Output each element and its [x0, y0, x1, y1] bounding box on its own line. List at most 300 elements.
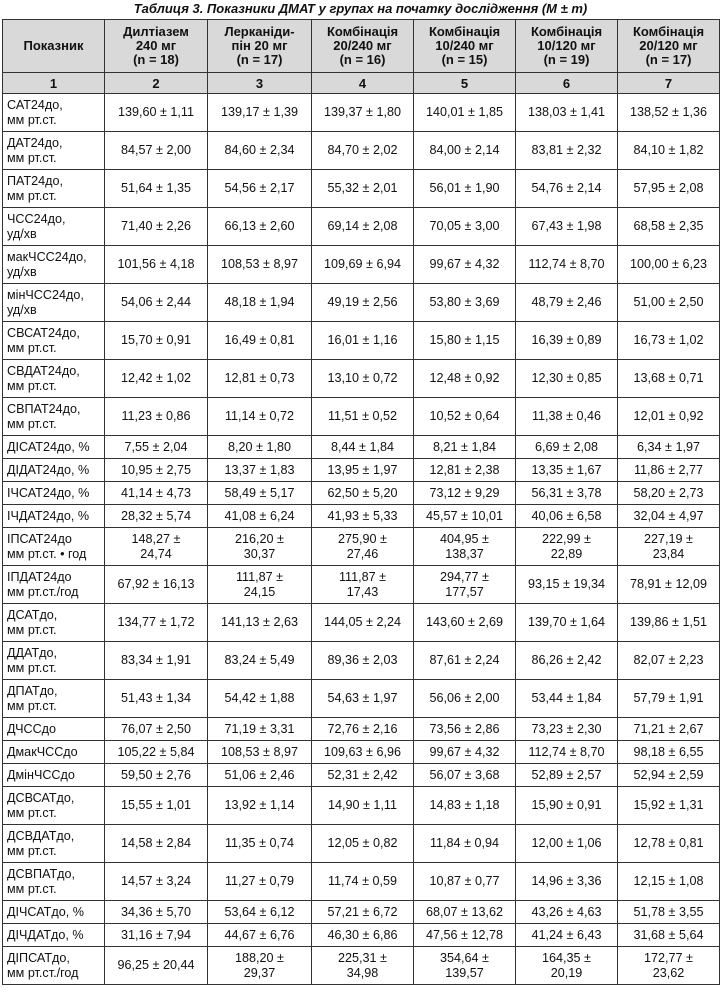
table-row: [3, 566, 720, 604]
value-text: 84,60 ± 2,34: [224, 143, 295, 157]
header-group-1: [105, 20, 208, 73]
value-cell: [312, 132, 414, 170]
value-text: 188,20 ±: [235, 950, 284, 965]
header-line: Дилтіазем: [123, 24, 189, 39]
value-text: 23,62: [652, 965, 685, 980]
column-number: 3: [208, 73, 312, 94]
indicator-cell: [3, 741, 105, 764]
value-text: 57,21 ± 6,72: [327, 904, 398, 919]
value-text: 12,30 ± 0,85: [531, 371, 602, 385]
value-cell: [208, 680, 312, 718]
value-cell: [208, 764, 312, 787]
value-text: 16,49 ± 0,81: [224, 333, 295, 347]
value-cell: [414, 901, 516, 924]
indicator-cell: [3, 132, 105, 170]
indicator-label: уд/хв: [7, 226, 37, 241]
value-cell: [618, 947, 720, 985]
value-text: 139,86 ± 1,51: [630, 615, 707, 629]
value-cell: [105, 566, 208, 604]
indicator-cell: [3, 170, 105, 208]
indicator-label: ІЧСАТ24до, %: [7, 485, 90, 500]
table-row: [3, 284, 720, 322]
value-text: 177,57: [445, 584, 484, 599]
header-group-6: [618, 20, 720, 73]
value-text: 82,07 ± 2,23: [633, 653, 704, 667]
value-text: 12,81 ± 2,38: [429, 462, 500, 477]
indicator-cell: [3, 924, 105, 947]
value-text: 14,57 ± 3,24: [121, 874, 191, 888]
indicator-label: ДДАТдо,: [7, 645, 58, 660]
value-cell: [312, 246, 414, 284]
value-cell: [516, 947, 618, 985]
value-text: 16,39 ± 0,89: [531, 333, 602, 347]
value-text: 72,76 ± 2,16: [327, 721, 398, 736]
value-text: 51,06 ± 2,46: [224, 767, 295, 782]
value-text: 101,56 ± 4,18: [117, 257, 195, 271]
column-number: 2: [105, 73, 208, 94]
indicator-label: мм рт.ст.: [7, 622, 57, 637]
value-cell: [414, 947, 516, 985]
value-cell: [618, 322, 720, 360]
value-text: 47,56 ± 12,78: [426, 927, 503, 942]
header-line: 10/240 мг: [435, 38, 494, 53]
value-text: 13,95 ± 1,97: [327, 462, 398, 477]
indicator-cell: [3, 459, 105, 482]
indicator-label: ДІЧДАТдо, %: [7, 927, 84, 942]
value-cell: [312, 947, 414, 985]
value-text: 225,31 ±: [338, 950, 387, 965]
value-text: 53,80 ± 3,69: [429, 295, 500, 309]
value-text: 27,46: [346, 546, 379, 561]
value-text: 172,77 ±: [644, 950, 693, 965]
value-text: 13,68 ± 0,71: [633, 371, 704, 385]
value-text: 139,70 ± 1,64: [528, 615, 605, 629]
table-row: [3, 718, 720, 741]
column-number: 6: [516, 73, 618, 94]
value-text: 14,90 ± 1,11: [327, 798, 397, 812]
value-text: 227,19 ±: [644, 531, 693, 546]
value-text: 15,92 ± 1,31: [633, 798, 704, 812]
value-cell: [516, 680, 618, 718]
value-cell: [312, 528, 414, 566]
value-cell: [208, 863, 312, 901]
indicator-label: уд/хв: [7, 302, 37, 317]
value-text: 24,15: [243, 584, 276, 599]
table-row: [3, 924, 720, 947]
value-cell: [208, 787, 312, 825]
indicator-cell: [3, 528, 105, 566]
value-cell: [414, 505, 516, 528]
value-cell: [208, 825, 312, 863]
value-cell: [105, 246, 208, 284]
value-cell: [516, 459, 618, 482]
value-cell: [618, 741, 720, 764]
indicator-label: ІЧДАТ24до, %: [7, 508, 90, 523]
table-row: [3, 947, 720, 985]
value-text: 8,20 ± 1,80: [228, 439, 291, 454]
value-cell: [105, 718, 208, 741]
value-cell: [208, 94, 312, 132]
value-text: 31,68 ± 5,64: [633, 927, 704, 942]
value-text: 6,69 ± 2,08: [535, 439, 598, 454]
value-cell: [208, 208, 312, 246]
value-text: 78,91 ± 12,09: [630, 577, 707, 591]
value-cell: [208, 246, 312, 284]
value-cell: [516, 718, 618, 741]
indicator-label: мм рт.ст.: [7, 378, 57, 393]
value-text: 10,87 ± 0,77: [429, 874, 500, 888]
value-cell: [105, 360, 208, 398]
value-text: 71,21 ± 2,67: [633, 721, 704, 736]
value-text: 68,07 ± 13,62: [426, 904, 503, 919]
value-text: 58,49 ± 5,17: [224, 485, 295, 500]
value-cell: [105, 924, 208, 947]
header-group-3: [312, 20, 414, 73]
value-cell: [208, 284, 312, 322]
value-text: 70,05 ± 3,00: [429, 219, 500, 233]
value-text: 139,60 ± 1,11: [117, 105, 194, 119]
value-text: 6,34 ± 1,97: [637, 439, 700, 454]
header-line: 10/120 мг: [537, 38, 596, 53]
value-cell: [208, 901, 312, 924]
value-text: 12,15 ± 1,08: [633, 874, 704, 888]
value-cell: [618, 787, 720, 825]
indicator-label: ДІДАТ24до, %: [7, 462, 90, 477]
value-text: 17,43: [346, 584, 379, 599]
dmat-table: [2, 19, 720, 985]
value-cell: [516, 566, 618, 604]
value-cell: [516, 208, 618, 246]
value-cell: [414, 764, 516, 787]
header-line: (n = 19): [543, 52, 590, 67]
value-cell: [105, 528, 208, 566]
value-text: 15,80 ± 1,15: [429, 333, 500, 347]
header-row: [3, 20, 720, 73]
indicator-label: мм рт.ст.: [7, 660, 57, 675]
value-cell: [105, 436, 208, 459]
value-cell: [208, 505, 312, 528]
value-text: 30,37: [243, 546, 276, 561]
value-text: 12,00 ± 1,06: [531, 836, 602, 850]
value-cell: [105, 901, 208, 924]
value-text: 86,26 ± 2,42: [531, 653, 602, 667]
header-line: пін 20 мг: [231, 38, 288, 53]
value-text: 14,58 ± 2,84: [121, 836, 191, 850]
value-text: 108,53 ± 8,97: [221, 744, 298, 759]
value-cell: [618, 360, 720, 398]
value-cell: [208, 604, 312, 642]
header-indicator: [3, 20, 105, 73]
value-text: 34,36 ± 5,70: [121, 904, 191, 919]
value-cell: [312, 284, 414, 322]
value-text: 108,53 ± 8,97: [221, 257, 298, 271]
indicator-label: ДСВДАТдо,: [7, 828, 75, 843]
value-cell: [312, 764, 414, 787]
value-cell: [312, 825, 414, 863]
value-text: 144,05 ± 2,24: [324, 615, 401, 629]
value-text: 11,23 ± 0,86: [121, 409, 191, 423]
value-cell: [105, 322, 208, 360]
value-cell: [414, 528, 516, 566]
value-text: 11,14 ± 0,72: [224, 409, 294, 423]
value-cell: [105, 208, 208, 246]
value-cell: [618, 528, 720, 566]
column-number-row: [3, 73, 720, 94]
indicator-cell: [3, 863, 105, 901]
value-text: 56,31 ± 3,78: [531, 485, 602, 500]
value-text: 12,78 ± 0,81: [633, 836, 704, 850]
value-text: 41,93 ± 5,33: [327, 508, 398, 523]
indicator-cell: [3, 482, 105, 505]
value-cell: [105, 505, 208, 528]
indicator-label: мм рт.ст.: [7, 416, 57, 431]
table-row: [3, 132, 720, 170]
indicator-cell: [3, 787, 105, 825]
indicator-label: ДСАТдо,: [7, 607, 58, 622]
value-cell: [618, 863, 720, 901]
value-cell: [312, 787, 414, 825]
indicator-label: ДІПСАТдо,: [7, 950, 70, 965]
value-text: 112,74 ± 8,70: [528, 744, 605, 759]
value-cell: [414, 482, 516, 505]
indicator-label: уд/хв: [7, 264, 37, 279]
indicator-label: ДІСАТ24до, %: [7, 439, 90, 454]
value-text: 98,18 ± 6,55: [633, 744, 704, 759]
indicator-label: СВДАТ24до,: [7, 363, 80, 378]
value-text: 141,13 ± 2,63: [221, 615, 298, 629]
value-cell: [312, 680, 414, 718]
value-cell: [105, 947, 208, 985]
value-text: 84,00 ± 2,14: [429, 143, 500, 157]
value-text: 139,37 ± 1,80: [324, 105, 401, 119]
value-text: 16,01 ± 1,16: [327, 333, 398, 347]
table-row: [3, 459, 720, 482]
value-text: 73,56 ± 2,86: [429, 721, 500, 736]
value-text: 14,96 ± 3,36: [531, 874, 602, 888]
header-line: (n = 17): [236, 52, 283, 67]
value-text: 52,31 ± 2,42: [327, 767, 398, 782]
value-text: 294,77 ±: [440, 569, 489, 584]
header-line: (n = 18): [133, 52, 179, 67]
value-text: 54,76 ± 2,14: [531, 181, 602, 195]
indicator-cell: [3, 680, 105, 718]
value-cell: [516, 642, 618, 680]
header-line: Комбінація: [326, 24, 399, 39]
value-text: 275,90 ±: [338, 531, 387, 546]
value-cell: [414, 322, 516, 360]
value-text: 99,67 ± 4,32: [429, 257, 500, 271]
value-text: 148,27 ±: [131, 531, 181, 546]
table-row: [3, 863, 720, 901]
indicator-label: мм рт.ст.: [7, 340, 57, 355]
value-text: 11,86 ± 2,77: [633, 462, 703, 477]
value-cell: [208, 132, 312, 170]
indicator-cell: [3, 505, 105, 528]
value-text: 73,23 ± 2,30: [531, 721, 602, 736]
value-text: 13,35 ± 1,67: [531, 462, 602, 477]
value-cell: [618, 901, 720, 924]
value-text: 138,52 ± 1,36: [630, 105, 707, 119]
value-cell: [516, 764, 618, 787]
value-cell: [618, 132, 720, 170]
value-cell: [414, 398, 516, 436]
value-cell: [516, 901, 618, 924]
table-caption: Таблиця 3. Показники ДМАТ у групах на початку дослідження (M ± m): [133, 1, 588, 16]
table-row: [3, 398, 720, 436]
value-text: 56,01 ± 1,90: [429, 181, 500, 195]
value-text: 12,81 ± 0,73: [224, 371, 295, 385]
indicator-label: ДЧССдо: [7, 721, 57, 736]
value-cell: [516, 787, 618, 825]
value-cell: [618, 459, 720, 482]
value-cell: [414, 680, 516, 718]
value-cell: [312, 566, 414, 604]
indicator-label: САТ24до,: [7, 97, 63, 112]
value-cell: [414, 360, 516, 398]
value-text: 51,43 ± 1,34: [121, 691, 191, 705]
value-text: 14,83 ± 1,18: [429, 798, 500, 812]
value-cell: [414, 246, 516, 284]
indicator-label: ДСВСАТдо,: [7, 790, 75, 805]
value-text: 83,24 ± 5,49: [224, 653, 295, 667]
value-cell: [414, 825, 516, 863]
table-row: [3, 680, 720, 718]
value-text: 404,95 ±: [440, 531, 489, 546]
indicator-label: мм рт.ст./год: [7, 584, 79, 599]
value-text: 12,42 ± 1,02: [121, 371, 191, 385]
header-line: Комбінація: [632, 24, 705, 39]
value-cell: [208, 718, 312, 741]
value-cell: [618, 482, 720, 505]
header-line: 240 мг: [135, 38, 177, 53]
value-text: 24,74: [140, 546, 172, 561]
value-text: 51,64 ± 1,35: [121, 181, 191, 195]
value-cell: [618, 436, 720, 459]
value-cell: [105, 787, 208, 825]
value-text: 41,08 ± 6,24: [224, 508, 295, 523]
value-text: 44,67 ± 6,76: [224, 927, 295, 942]
header-line: (n = 15): [441, 52, 488, 67]
value-text: 54,56 ± 2,17: [224, 181, 295, 195]
table-row: [3, 208, 720, 246]
value-text: 84,70 ± 2,02: [327, 143, 398, 157]
value-text: 140,01 ± 1,85: [426, 105, 503, 119]
table-row: [3, 322, 720, 360]
value-cell: [414, 132, 516, 170]
value-cell: [312, 642, 414, 680]
value-cell: [312, 322, 414, 360]
value-text: 67,92 ± 16,13: [117, 577, 195, 591]
value-cell: [414, 924, 516, 947]
indicator-cell: [3, 322, 105, 360]
value-text: 23,84: [652, 546, 685, 561]
value-text: 41,14 ± 4,73: [121, 485, 191, 500]
value-text: 49,19 ± 2,56: [327, 295, 398, 309]
value-cell: [312, 482, 414, 505]
value-cell: [312, 94, 414, 132]
value-text: 22,89: [550, 546, 583, 561]
indicator-cell: [3, 436, 105, 459]
value-text: 164,35 ±: [542, 950, 591, 965]
value-text: 7,55 ± 2,04: [124, 439, 188, 454]
value-text: 15,90 ± 0,91: [531, 798, 602, 812]
value-text: 11,51 ± 0,52: [327, 409, 397, 423]
value-text: 10,52 ± 0,64: [429, 409, 500, 423]
value-text: 105,22 ± 5,84: [117, 744, 195, 759]
value-text: 11,27 ± 0,79: [224, 874, 294, 888]
indicator-cell: [3, 398, 105, 436]
indicator-cell: [3, 566, 105, 604]
header-group-5: [516, 20, 618, 73]
value-text: 57,95 ± 2,08: [633, 181, 704, 195]
value-text: 53,44 ± 1,84: [531, 691, 602, 705]
table-row: [3, 741, 720, 764]
value-text: 93,15 ± 19,34: [528, 577, 605, 591]
indicator-cell: [3, 360, 105, 398]
indicator-cell: [3, 718, 105, 741]
value-cell: [312, 459, 414, 482]
value-text: 52,94 ± 2,59: [633, 767, 704, 782]
value-text: 43,26 ± 4,63: [531, 904, 602, 919]
value-cell: [312, 604, 414, 642]
value-text: 12,48 ± 0,92: [429, 371, 500, 385]
value-cell: [516, 360, 618, 398]
value-text: 89,36 ± 2,03: [327, 653, 398, 667]
indicator-label: ДСВПАТдо,: [7, 866, 76, 881]
value-cell: [618, 825, 720, 863]
value-cell: [414, 604, 516, 642]
value-cell: [208, 459, 312, 482]
indicator-label: ДІЧСАТдо, %: [7, 904, 84, 919]
table-row: [3, 901, 720, 924]
header-line: 20/240 мг: [333, 38, 392, 53]
value-cell: [414, 94, 516, 132]
value-text: 112,74 ± 8,70: [528, 257, 605, 271]
header-line: Комбінація: [530, 24, 603, 39]
value-cell: [105, 94, 208, 132]
table-row: [3, 528, 720, 566]
value-text: 13,37 ± 1,83: [224, 462, 295, 477]
value-text: 222,99 ±: [542, 531, 591, 546]
value-cell: [516, 924, 618, 947]
value-cell: [208, 482, 312, 505]
value-cell: [208, 322, 312, 360]
value-cell: [312, 170, 414, 208]
value-text: 34,98: [346, 965, 379, 980]
value-text: 57,79 ± 1,91: [633, 691, 704, 705]
table-row: [3, 764, 720, 787]
value-cell: [516, 132, 618, 170]
value-cell: [516, 284, 618, 322]
value-cell: [105, 482, 208, 505]
indicator-cell: [3, 825, 105, 863]
value-text: 48,79 ± 2,46: [531, 295, 602, 309]
value-text: 67,43 ± 1,98: [531, 219, 602, 233]
value-cell: [618, 246, 720, 284]
value-text: 143,60 ± 2,69: [426, 615, 503, 629]
indicator-label: ІПДАТ24до: [7, 569, 72, 584]
value-cell: [618, 642, 720, 680]
value-cell: [312, 208, 414, 246]
value-cell: [414, 741, 516, 764]
value-cell: [516, 436, 618, 459]
value-cell: [414, 718, 516, 741]
indicator-label: ДмінЧССдо: [7, 767, 75, 782]
value-text: 96,25 ± 20,44: [117, 958, 195, 972]
value-cell: [516, 604, 618, 642]
value-cell: [312, 901, 414, 924]
value-text: 83,81 ± 2,32: [531, 143, 602, 157]
